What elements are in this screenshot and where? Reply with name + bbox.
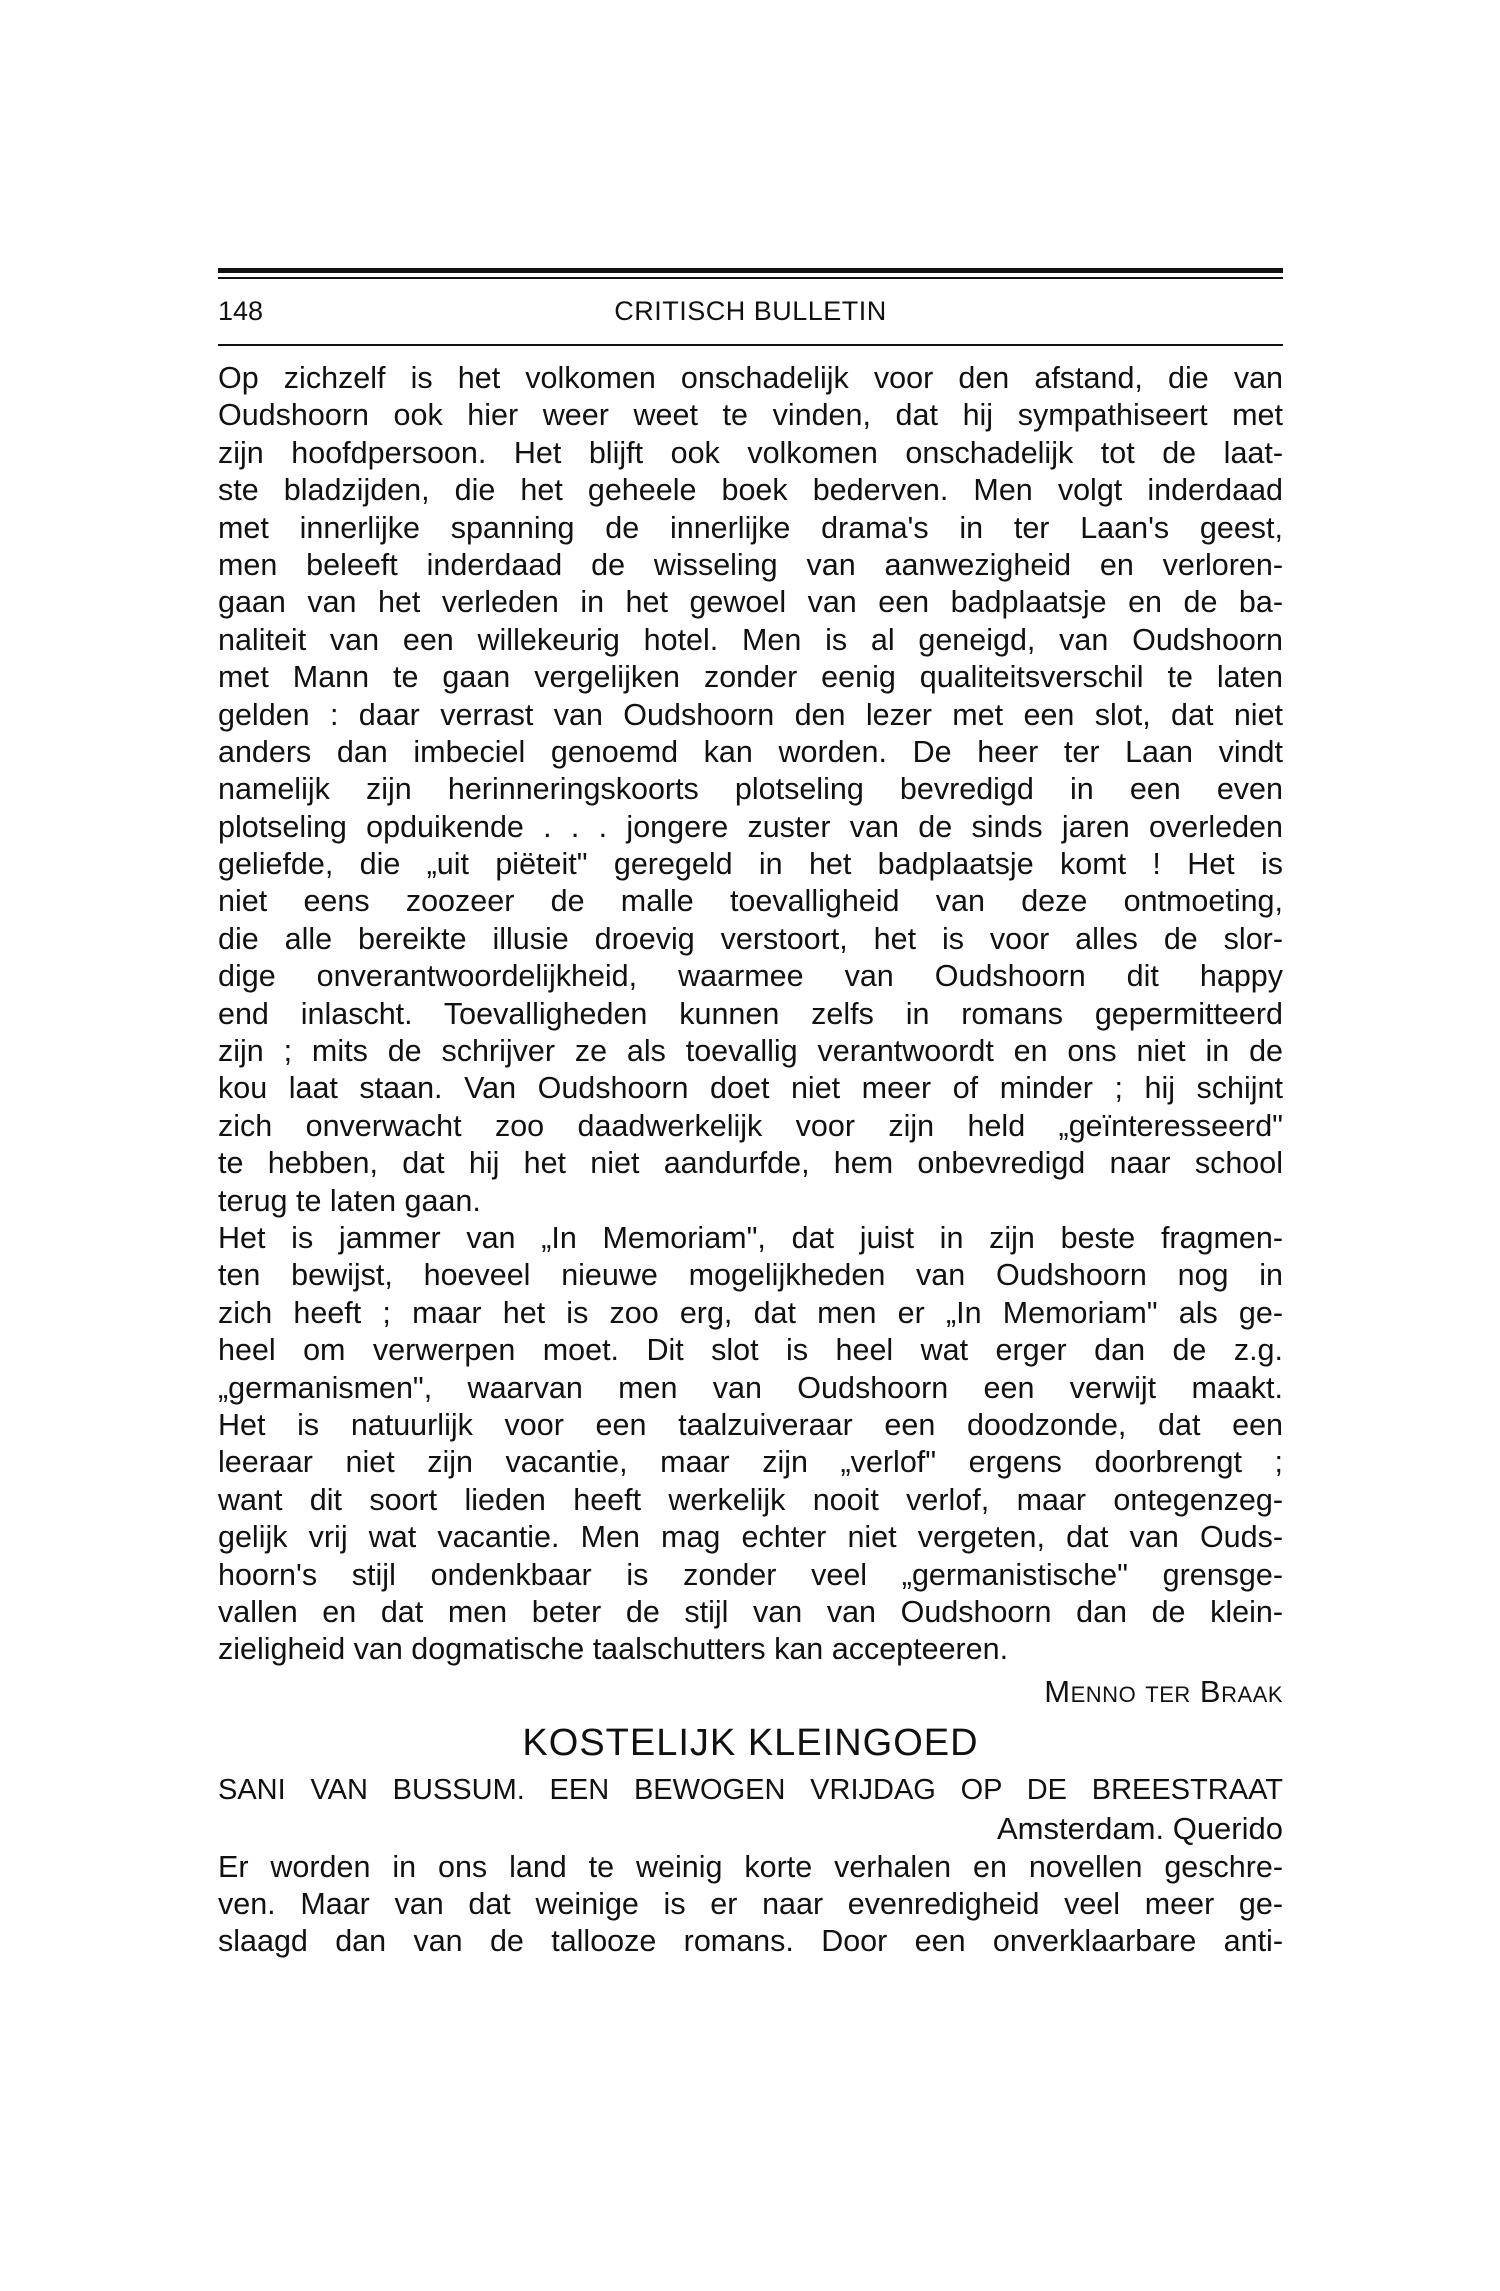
text-line: zijn ; mits de schrijver ze als toevallig verantwoordt en ons niet in de: [218, 1034, 1283, 1069]
text-line: plotseling opduikende . . . jongere zuster van de sinds jaren overleden: [218, 809, 1283, 844]
text-line: end inlascht. Toevalligheden kunnen zelfs in romans gepermitteerd: [218, 996, 1283, 1031]
page-number: 148: [218, 296, 264, 326]
section-title: KOSTELIJK KLEINGOED: [522, 1721, 979, 1764]
text-line: zieligheid van dogmatische taalschutters kan accepteeren.: [218, 1632, 1009, 1667]
header-rule-thin: [218, 277, 1283, 279]
text-line: gelden : daar verrast van Oudshoorn den lezer met een slot, dat niet: [218, 697, 1283, 732]
text-line: Op zichzelf is het volkomen onschadelijk voor den afstand, die van: [218, 361, 1283, 395]
text-line: die alle bereikte illusie droevig verstoort, het is voor alles de slor-: [218, 921, 1283, 956]
text-line: dige onverantwoordelijkheid, waarmee van Oudshoorn dit happy: [218, 959, 1283, 994]
review-body: [218, 360, 1283, 1669]
text-line: Oudshoorn ook hier weer weet te vinden, dat hij sympathiseert met: [218, 398, 1283, 433]
text-line: ten bewijst, hoeveel nieuwe mogelijkheden van Oudshoorn nog in: [218, 1258, 1283, 1293]
text-line: Het is natuurlijk voor een taalzuiveraar een doodzonde, dat een: [218, 1407, 1283, 1442]
text-line: anders dan imbeciel genoemd kan worden. De heer ter Laan vindt: [218, 734, 1283, 769]
text-line: niet eens zoozeer de malle toevalligheid van deze ontmoeting,: [218, 884, 1283, 919]
text-line: zich heeft ; maar het is zoo erg, dat men er „In Memoriam" als ge-: [218, 1295, 1283, 1330]
text-line: slaagd dan van de tallooze romans. Door een onverklaarbare anti-: [218, 1924, 1283, 1959]
text-line: met innerlijke spanning de innerlijke drama's in ter Laan's geest,: [218, 510, 1283, 545]
text-line: vallen en dat men beter de stijl van van Oudshoorn dan de klein-: [218, 1594, 1283, 1629]
text-line: te hebben, dat hij het niet aandurfde, hem onbevredigd naar school: [218, 1146, 1283, 1181]
text-line: Er worden in ons land te weinig korte verhalen en novellen geschre-: [218, 1849, 1283, 1884]
text-line: want dit soort lieden heeft werkelijk nooit verlof, maar ontegenzeg-: [218, 1482, 1283, 1517]
text-line: men beleeft inderdaad de wisseling van aanwezigheid en verloren-: [218, 547, 1283, 582]
text-line: terug te laten gaan.: [218, 1183, 481, 1218]
text-line: leeraar niet zijn vacantie, maar zijn „verlof" ergens doorbrengt ;: [218, 1445, 1283, 1480]
text-line: heel om verwerpen moet. Dit slot is heel wat erger dan de z.g.: [218, 1333, 1283, 1368]
text-line: „germanismen", waarvan men van Oudshoorn een verwijt maakt.: [218, 1370, 1283, 1405]
text-line: ven. Maar van dat weinige is er naar evenredigheid veel meer ge-: [218, 1887, 1283, 1922]
text-line: zich onverwacht zoo daadwerkelijk voor zijn held „geïnteresseerd": [218, 1108, 1283, 1143]
text-line: zijn hoofdpersoon. Het blijft ook volkomen onschadelijk tot de laat-: [218, 435, 1283, 470]
text-line: hoorn's stijl ondenkbaar is zonder veel „germanistische" grensge-: [218, 1557, 1283, 1592]
section-body: [218, 1849, 1283, 1961]
text-line: geliefde, die „uit piëteit" geregeld in het badplaatsje komt ! Het is: [218, 847, 1283, 882]
text-line: Het is jammer van „In Memoriam", dat juist in zijn beste fragmen-: [218, 1220, 1283, 1255]
text-line: namelijk zijn herinneringskoorts plotseling bevredigd in een even: [218, 772, 1283, 807]
text-line: met Mann te gaan vergelijken zonder eenig qualiteitsverschil te laten: [218, 660, 1283, 695]
header-rule-thick: [218, 268, 1283, 273]
text-line: ste bladzijden, die het geheele boek bederven. Men volgt inderdaad: [218, 473, 1283, 508]
running-head: [218, 296, 1283, 336]
running-head-rule: [218, 344, 1283, 346]
reviewed-book-title: SANI VAN BUSSUM. EEN BEWOGEN VRIJDAG OP DE BREESTRAAT: [218, 1773, 1283, 1806]
reviewer-signature: Menno ter Braak: [1044, 1673, 1283, 1709]
reviewed-book-publisher: Amsterdam. Querido: [997, 1810, 1283, 1846]
text-line: naliteit van een willekeurig hotel. Men is al geneigd, van Oudshoorn: [218, 622, 1283, 657]
text-line: gaan van het verleden in het gewoel van een badplaatsje en de ba-: [218, 585, 1283, 620]
text-block: [218, 360, 1283, 1961]
text-line: kou laat staan. Van Oudshoorn doet niet meer of minder ; hij schijnt: [218, 1071, 1283, 1106]
text-line: gelijk vrij wat vacantie. Men mag echter niet vergeten, dat van Ouds-: [218, 1520, 1283, 1555]
journal-title: CRITISCH BULLETIN: [614, 296, 887, 326]
